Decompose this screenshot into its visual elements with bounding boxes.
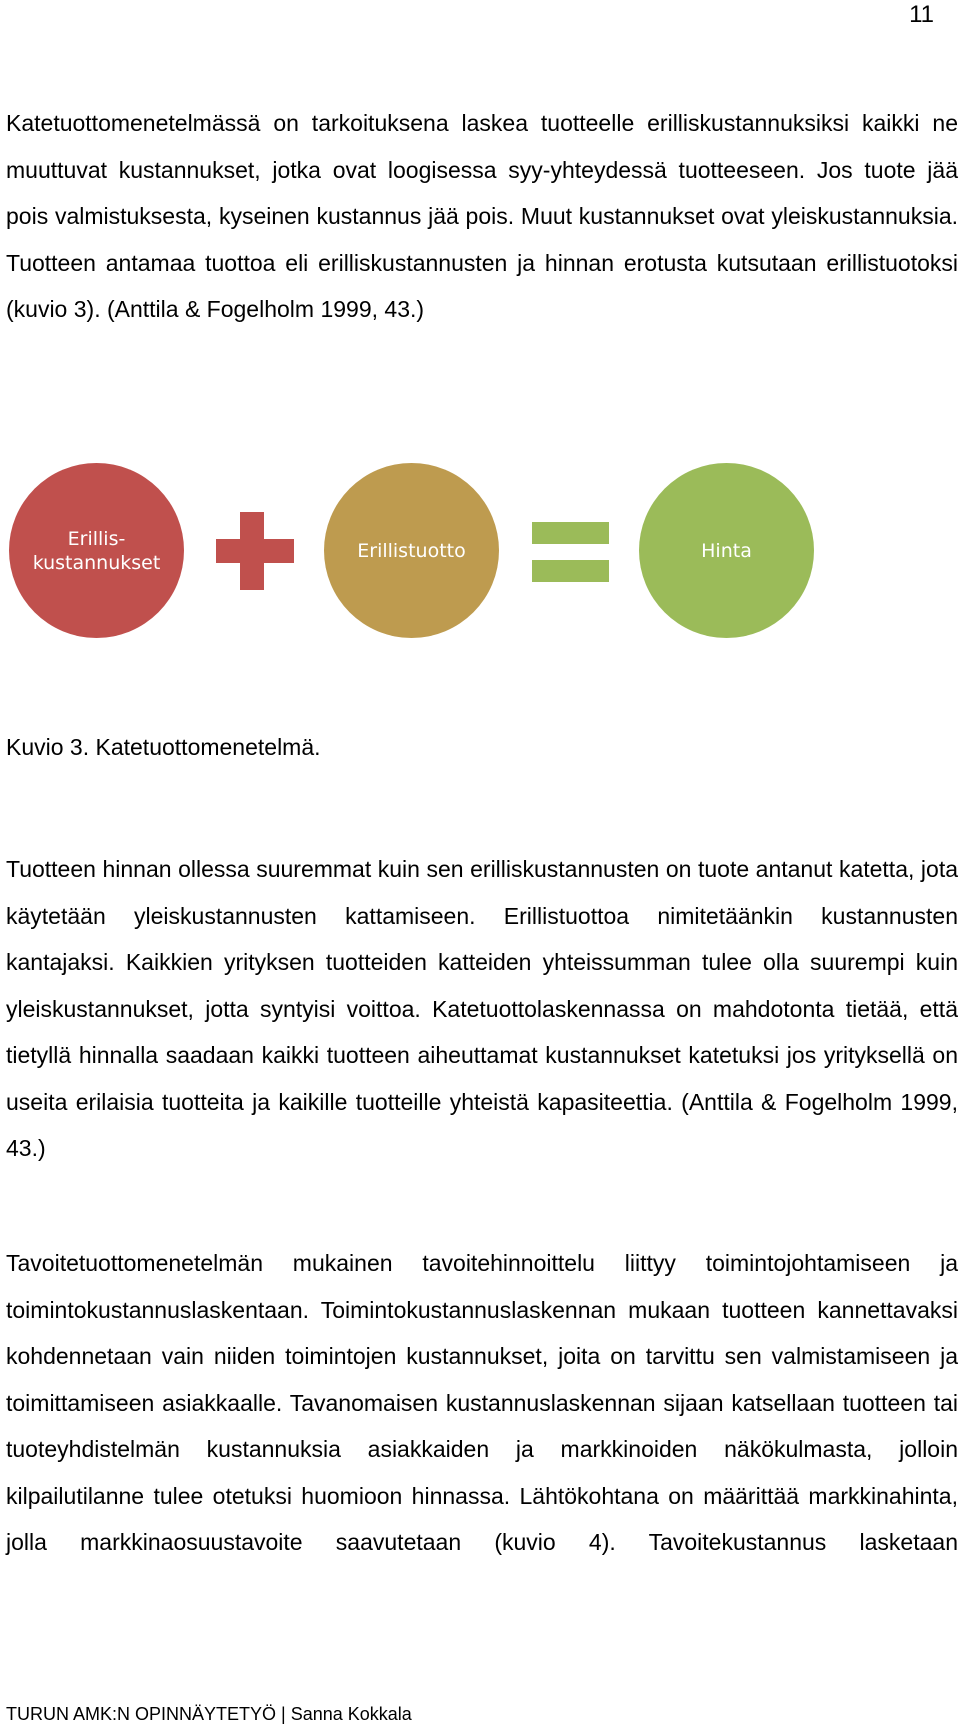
- circle-erillistuotto: [324, 463, 499, 638]
- plus-sign-horizontal: [216, 539, 294, 563]
- paragraph-1: Katetuottomenetelmässä on tarkoituksena laskea tuotteelle erilliskustannuksiksi kaikki ne muuttuvat kustannukset, jotka ovat loogisessa syy-yhteydessä tuotteeseen. Jos tuote jää pois valmistuksesta, kyseinen kustannus jää pois. Muut kustannukset ovat yleiskustannuksia. Tuotteen antamaa tuottoa eli erilliskustannusten ja hinnan erotusta kutsutaan erillistuotoksi (kuvio 3). (Anttila & Fogelholm 1999, 43.): [6, 110, 958, 322]
- page-footer: TURUN AMK:N OPINNÄYTETYÖ | Sanna Kokkala: [6, 1704, 412, 1724]
- paragraph-2: Tuotteen hinnan ollessa suuremmat kuin sen erilliskustannusten on tuote antanut katetta, jota käytetään yleiskustannusten kattamiseen. Erillistuottoa nimitetäänkin kustannusten kantajaksi. Kaikkien yrityksen tuotteiden katteiden yhteissumman tulee olla suurempi kuin yleiskustannukset, jotta syntyisi voittoa. Katetuottolaskennassa on mahdotonta tietää, että tietyllä hinnalla saadaan kaikki tuotteen aiheuttamat kustannukset katetuksi jos yrityksellä on useita erilaisia tuotteita ja kaikille tuotteille yhteistä kapasiteettia. (Anttila & Fogelholm 1999, 43.): [6, 856, 958, 1161]
- paragraph-3: Tavoitetuottomenetelmän mukainen tavoitehinnoittelu liittyy toimintojohtamiseen ja toimintokustannuslaskentaan. Toimintokustannuslaskennan mukaan tuotteen kannettavaksi kohdennetaan vain niiden toimintojen kustannukset, joita on tarvittu sen valmistamiseen ja toimittamiseen asiakkaalle. Tavanomaisen kustannuslaskennan sijaan katsellaan tuotteen tai tuoteyhdistelmän kustannuksia asiakkaiden ja markkinoiden näkökulmasta, jolloin kilpailutilanne tulee otetuksi huomioon hinnassa. Lähtökohtana on määrittää markkinahinta, jolla markkinaosuustavoite saavutetaan (kuvio 4). Tavoitekustannus lasketaan: [6, 1250, 958, 1555]
- circle-hinta: [639, 463, 814, 638]
- circle-3-label: Hinta: [701, 539, 752, 562]
- equals-sign-bottom-bar: [532, 560, 609, 582]
- figure-caption: Kuvio 3. Katetuottomenetelmä.: [6, 734, 321, 760]
- figure-contribution-margin: [0, 460, 960, 640]
- circle-1-label-line-2: kustannukset: [32, 551, 161, 574]
- equals-sign-top-bar: [532, 522, 609, 544]
- circle-2-label: Erillistuotto: [357, 539, 466, 562]
- page-number: 11: [909, 1, 934, 28]
- circle-1-label-line-1: Erillis-: [67, 527, 126, 550]
- circle-erilliskustannukset: [9, 463, 184, 638]
